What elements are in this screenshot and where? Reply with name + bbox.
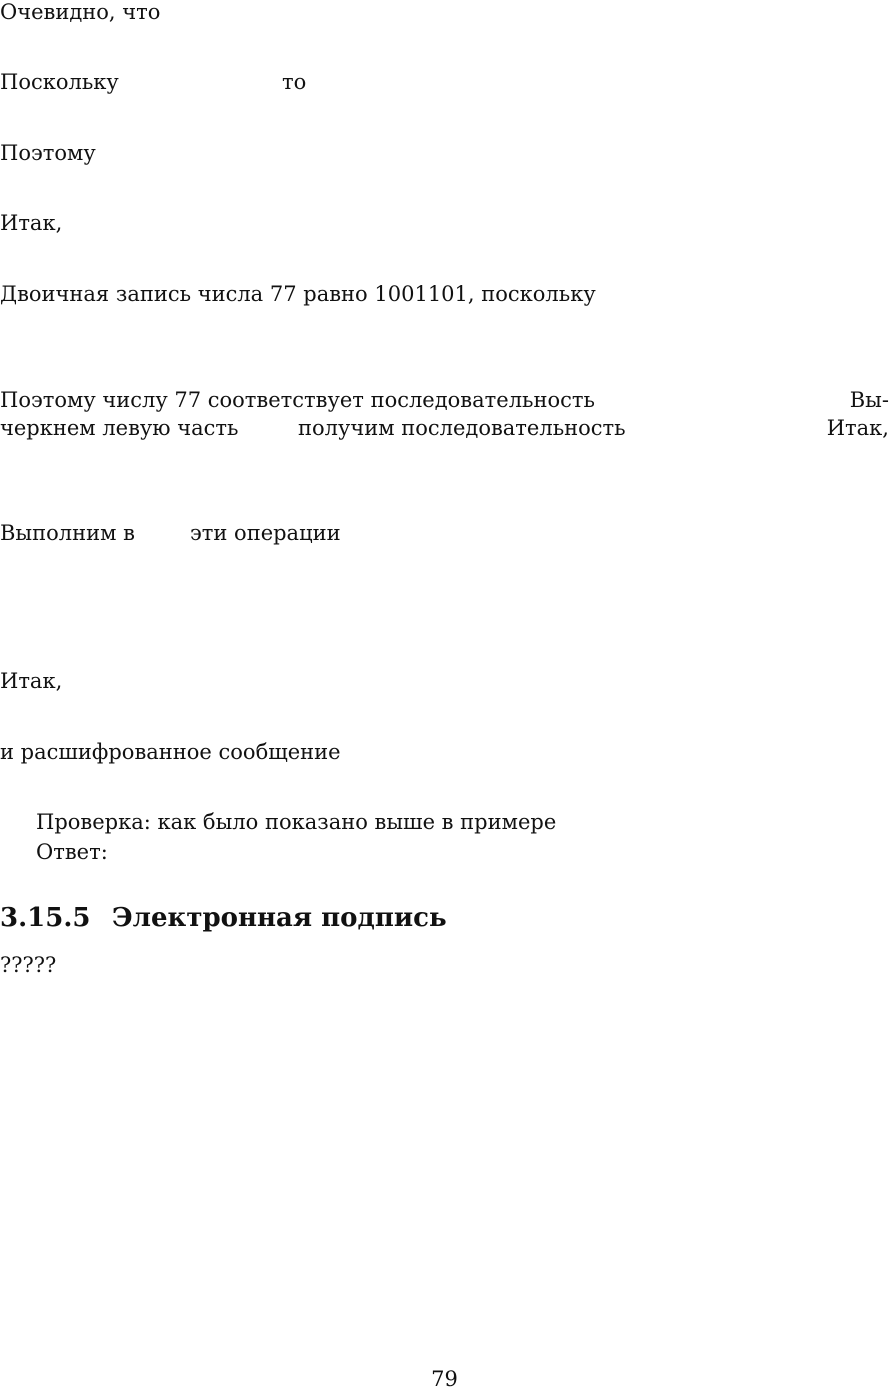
text-fragment: Поскольку <box>0 70 119 94</box>
text-fragment: черкнем левую часть <box>0 416 239 440</box>
section-title: Электронная подпись <box>112 903 447 933</box>
text-line: Итак, <box>0 669 63 693</box>
text-fragment: Поэтому числу 77 соответствует последовательность <box>0 388 595 412</box>
placeholder-text: ????? <box>0 953 57 977</box>
text-line: Двоичная запись числа 77 равно 1001101, поскольку <box>0 282 596 306</box>
text-fragment: Выполним в <box>0 521 135 545</box>
text-line: Проверка: как было показано выше в примере <box>36 810 557 834</box>
text-line: Очевидно, что <box>0 0 161 24</box>
text-line: Поэтому <box>0 141 96 165</box>
text-line: Ответ: <box>36 840 108 864</box>
text-fragment: то <box>282 70 307 94</box>
section-number: 3.15.5 <box>0 903 91 933</box>
text-fragment: получим последовательность <box>298 416 626 440</box>
text-fragment: Вы- <box>849 388 889 412</box>
text-fragment: Итак, <box>826 416 889 440</box>
page-number: 79 <box>431 1367 458 1391</box>
section-heading <box>0 903 447 933</box>
text-line: Итак, <box>0 211 63 235</box>
text-line: и расшифрованное сообщение <box>0 740 341 764</box>
text-fragment: эти операции <box>190 521 341 545</box>
